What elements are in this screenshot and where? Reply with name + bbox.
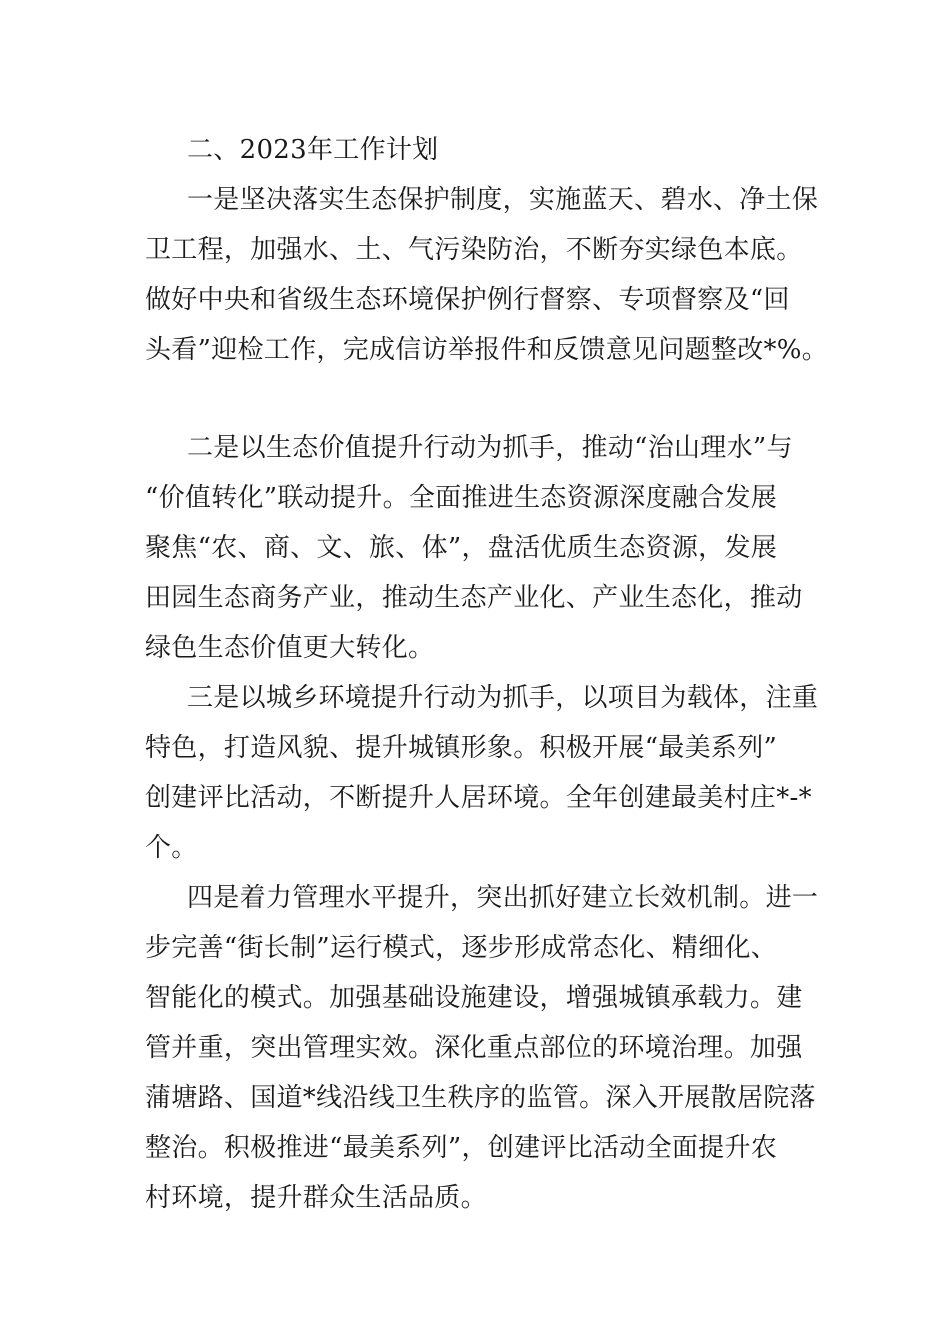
section-heading: 二、2023年工作计划 [187,135,439,165]
paragraph-1-line-2: 卫工程，加强水、土、气污染防治，不断夯实绿色本底。 [145,235,803,265]
paragraph-4-line-7: 村环境，提升群众生活品质。 [145,1183,487,1213]
paragraph-2-line-1: 二是以生态价值提升行动为抓手，推动“治山理水”与 [187,433,793,463]
paragraph-2-line-5: 绿色生态价值更大转化。 [145,633,435,663]
paragraph-4-line-2: 步完善“街长制”运行模式，逐步形成常态化、精细化、 [145,933,778,963]
paragraph-1-line-4: 头看”迎检工作，完成信访举报件和反馈意见问题整改*%。 [145,335,829,365]
paragraph-4-line-6: 整治。积极推进“最美系列”，创建评比活动全面提升农 [145,1133,778,1163]
paragraph-4-line-4: 管并重，突出管理实效。深化重点部位的环境治理。加强 [145,1033,803,1063]
paragraph-4-line-5: 蒲塘路、国道*线沿线卫生秩序的监管。深入开展散居院落 [145,1083,816,1113]
paragraph-3-line-3: 创建评比活动，不断提升人居环境。全年创建最美村庄*-* [145,783,812,813]
paragraph-3-line-1: 三是以城乡环境提升行动为抓手，以项目为载体，注重 [187,683,819,713]
paragraph-2-line-2: “价值转化”联动提升。全面推进生态资源深度融合发展 [145,483,778,513]
paragraph-2-line-4: 田园生态商务产业，推动生态产业化、产业生态化，推动 [145,583,803,613]
paragraph-4-line-1: 四是着力管理水平提升，突出抓好建立长效机制。进一 [187,883,819,913]
paragraph-2-line-3: 聚焦“农、商、文、旅、体”，盘活优质生态资源，发展 [145,533,778,563]
paragraph-1-line-3: 做好中央和省级生态环境保护例行督察、专项督察及“回 [145,285,790,315]
paragraph-4-line-3: 智能化的模式。加强基础设施建设，增强城镇承载力。建 [145,983,803,1013]
paragraph-3-line-4: 个。 [145,833,198,863]
paragraph-3-line-2: 特色，打造风貌、提升城镇形象。积极开展“最美系列” [145,733,778,763]
paragraph-1-line-1: 一是坚决落实生态保护制度，实施蓝天、碧水、净土保 [187,185,819,215]
